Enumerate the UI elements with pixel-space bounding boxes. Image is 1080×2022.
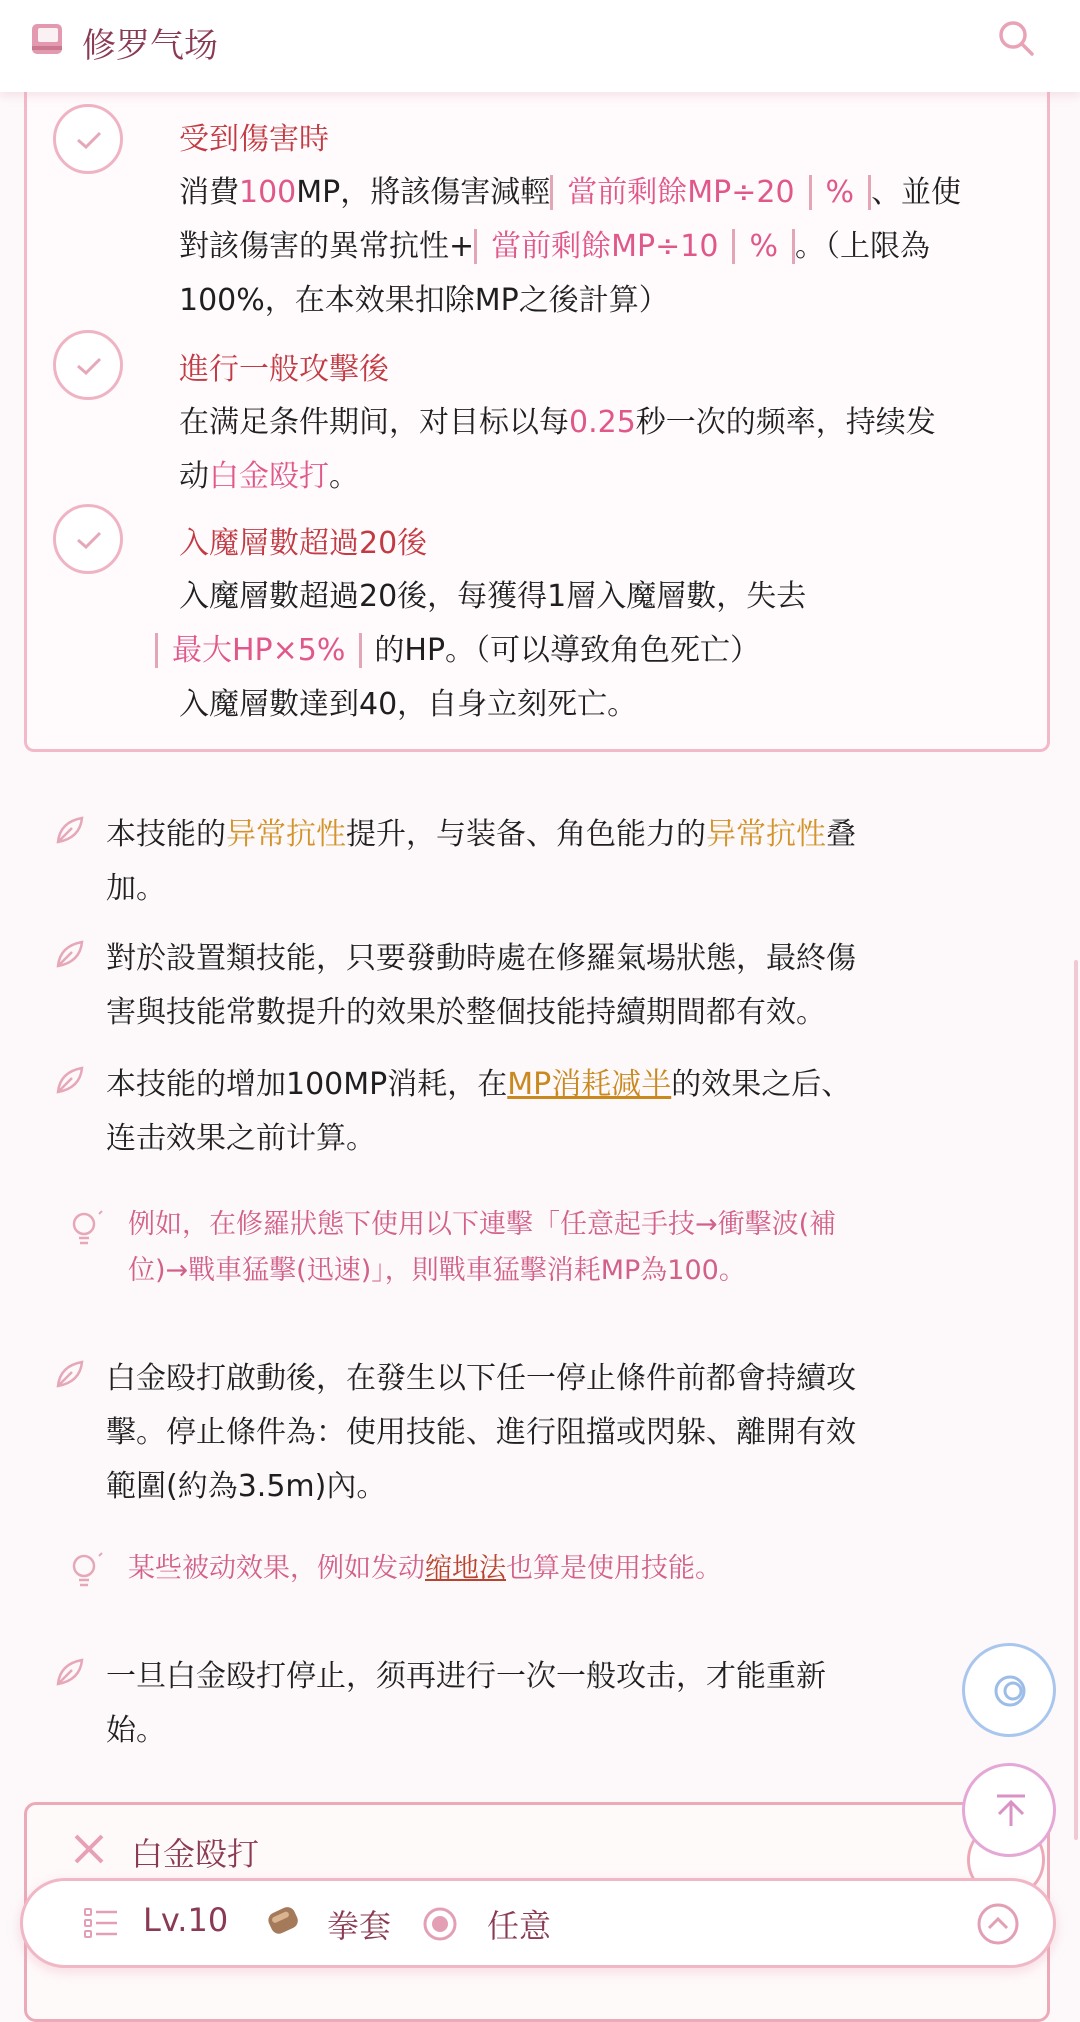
note-item: 對於設置類技能，只要發動時處在修羅氣場狀態，最終傷 害與技能常數提升的效果於整個技能持續期間都有效。 [106,941,856,1030]
page-title: 修罗气场 [82,26,218,66]
back-to-top-button[interactable] [962,1763,1056,1857]
crossed-swords-icon [71,1831,107,1867]
leaf-icon [52,1356,88,1392]
lightbulb-icon [66,1550,106,1590]
effect-description: 在满足条件期间，对目标以每0.25秒一次的频率，持续发 动白金殴打。 [179,405,936,494]
leaf-icon [52,1654,88,1690]
check-icon [53,104,123,174]
app-header [0,0,1080,92]
skill-link[interactable]: 白金殴打 [209,459,329,494]
arrow-up-icon [991,1790,1031,1830]
effect-title: 受到傷害時 [179,122,329,157]
leaf-icon [52,936,88,972]
leaf-icon [52,812,88,848]
bottom-bar [20,1878,1056,1968]
scrollbar[interactable] [1074,960,1078,1840]
effect-title: 入魔層數超過20後 [179,526,428,561]
formula-badge: 當前剩餘MP÷20 [550,175,811,210]
effect-description: 消費100MP，將該傷害減輕 當前剩餘MP÷20 % 、並使 對該傷害的異常抗性+ 當前剩餘MP÷10 % 。（上限為 100%，在本效果扣除MP之後計算） [179,175,962,318]
search-icon[interactable] [996,18,1036,58]
formula-badge: 最大HP×5% [155,633,362,668]
tip-item: 例如，在修羅狀態下使用以下連擊「任意起手技→衝擊波(補 位)→戰車猛擊(迅速)」，則戰車猛擊消耗MP為100。 [128,1209,837,1286]
chevron-up-icon[interactable] [975,1901,1021,1947]
lightbulb-icon [66,1208,106,1248]
radio-icon[interactable] [421,1905,459,1943]
effect-title: 進行一般攻擊後 [179,352,389,387]
mp-halve-link[interactable]: MP消耗减半 [507,1067,672,1102]
tip-item: 某些被动效果，例如发动缩地法也算是使用技能。 [128,1553,722,1584]
level-label[interactable]: Lv.10 [143,1901,229,1939]
effect-description: 入魔層數超過20後，每獲得1層入魔層數，失去 最大HP×5% 的HP。（可以導致角色死亡） 入魔層數達到40，自身立刻死亡。 [155,570,1055,732]
note-item: 一旦白金殴打停止，须再进行一次一般攻击，才能重新 始。 [106,1659,826,1748]
leaf-icon [52,1062,88,1098]
check-icon [53,330,123,400]
note-item: 本技能的增加100MP消耗，在MP消耗减半的效果之后、 连击效果之前计算。 [106,1067,852,1156]
list-icon[interactable] [83,1905,119,1941]
shrink-ground-link[interactable]: 缩地法 [425,1553,506,1584]
skill-name: 白金殴打 [131,1835,260,1873]
book-icon [30,22,64,56]
mode-label[interactable]: 任意 [487,1907,552,1945]
effects-panel [24,62,1050,752]
swirl-icon [987,1668,1033,1714]
note-item: 白金殴打啟動後，在發生以下任一停止條件前都會持續攻 擊。停止條件為：使用技能、進行阻擋或閃躲、離開有效 範圍(約為3.5m)內。 [106,1361,856,1504]
formula-badge: 當前剩餘MP÷10 [474,229,735,264]
weapon-label[interactable]: 拳套 [327,1907,392,1945]
check-icon [53,504,123,574]
gauntlet-icon [263,1899,305,1941]
switch-button[interactable] [962,1643,1056,1737]
note-item: 本技能的异常抗性提升，与装备、角色能力的异常抗性叠 加。 [106,817,856,906]
